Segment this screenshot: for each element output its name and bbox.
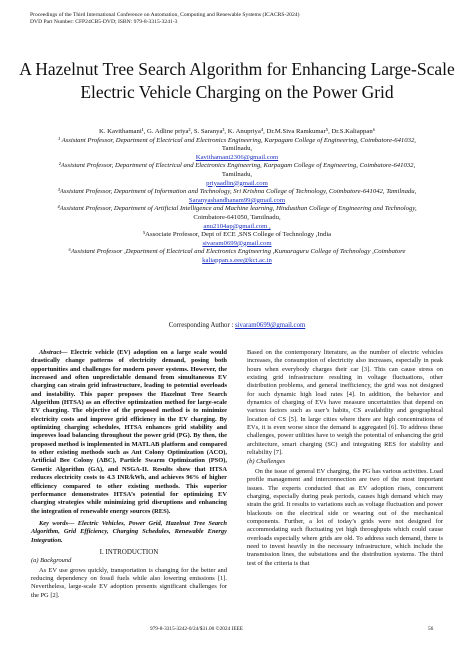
email-4-link[interactable]: anu2104ap@gmail.com , xyxy=(203,222,271,230)
subsection-heading-background: (a) Background xyxy=(31,557,72,565)
affiliation-2-state: Tamilnadu, xyxy=(221,170,253,178)
conference-header xyxy=(30,12,299,26)
affiliation-1: ¹ Assistant Professor, Department of Electrical and Electronics Engineering, Karpagam College of Engineering, Coimbatore-641032, xyxy=(58,136,416,144)
affiliation-1-state: Tamilnadu, xyxy=(221,145,253,153)
right-paragraph-1: Based on the contemporary literature, as the number of electric vehicles increases, the consumption of electricity also increases, especially in peak hours when everybody charges their car [3]. This can cause stress on existing grid infrastructure resulting in voltage fluctuations, other distribution problems, and general inefficiency, the grid was not designed for such dynamic high load rates [4]. In addition, the behavior and dynamics of charging of EVs have measure uncertainties that depend on various factors such as user’s habits, CS availability and geographical location of CS [5]. In large cities where there are high concentrations of EVs, it is even worse since the demand is aggregated [6]. To address these challenges, power utilities have to weigh the potential of enhancing the grid architecture, smart charging (SC) and integrating RES for stability and reliability [7]. xyxy=(247,349,443,457)
keywords: Key words— Electric Vehicles, Power Grid, Hazelnut Tree Search Algorithm, Grid Efficiency, Charging Schedules, Renewable Energy Integration. xyxy=(31,519,227,544)
section-heading-introduction: I. INTRODUCTION xyxy=(99,547,159,556)
email-1-link[interactable]: Kavithamani2306@gmail.com xyxy=(195,153,279,161)
email-5-link[interactable]: sivaram0699@gmail.com xyxy=(202,239,272,247)
email-6-link[interactable]: kaliappan.s.eee@kct.ac.in xyxy=(202,256,272,264)
right-column xyxy=(247,349,443,568)
footer-isbn: 979-8-3315-3242-0/24/$31.00 ©2024 IEEE xyxy=(150,626,244,632)
header-line-2: DVD Part Number: CFP24CB5-DVD; ISBN: 979-8-3315-3241-3 xyxy=(30,19,178,25)
corresponding-author xyxy=(0,322,474,329)
author-block xyxy=(28,128,446,266)
page-number: 56 xyxy=(428,626,434,632)
corresponding-label: Corresponding Author : xyxy=(168,322,236,329)
email-2-link[interactable]: priyaadlin@gmail.com xyxy=(206,179,268,187)
affiliation-4-city: Coimbatore-641050, Tamilnadu, xyxy=(193,213,281,221)
affiliation-6: ⁶Assistant Professor ,Department of Electrical and Electronics Engineering ,Kumaraguru College of Technology ,Coimbatore xyxy=(68,248,406,256)
affiliation-5: ⁵Associate Professor, Dept of ECE ,SNS College of Technology ,India xyxy=(142,231,332,239)
affiliation-3: ³Assistant Professor, Department of Information and Technology, Sri Krishna College of Technology, Coimbatore-641042, Tamilnadu, xyxy=(57,188,417,196)
corresponding-email-link[interactable]: sivaram0699@gmail.com xyxy=(235,322,306,329)
left-column xyxy=(31,349,227,600)
right-paragraph-2: On the issue of general EV charging, the PG has various activities. Load profile management and interconnection are two of the most important issues. The experts conducted that as EV adoption rises, concurrent charging, especially during peak periods, causes high demand which may strain the grid. It results to variations such as voltage fluctuation and power blackouts on the electrical side or wearing out of the mechanical components. Further, a lot of today’s grids were not designed for accommodating such fluctuating yet high throughputs which could cause overloads especially where grids are old. To address such demand, there is need to invest heavily in the necessary infrastructure, which include the transmission lines, the substations and the distribution systems. The third test of the criteria is that xyxy=(247,467,443,567)
abstract-text: Electric vehicle (EV) adoption on a large scale would drastically change patterns of electricity demand, posing both opportunities and challenges for modern power systems. However, the increased and often unpredictable demand from simultaneous EV charging can strain grid infrastructure, leading to potential overloads and instability. This paper proposes the Hazelnut Tree Search Algorithm (HTSA) as an effective optimization method for large-scale EV charging. The objective of the proposed method is to minimize electricity costs and improve grid efficiency in the EV charging. By optimizing charging schedules, HTSA enhances grid stability and improves load balancing throughout the power grid (PG). By then, the proposed method is implemented in MATLAB platform and compared to other existing methods such as Ant Colony Optimization (ACO), Artificial Bee Colony (ABC), Particle Swarm Optimization (PSO), Genetic Algorithm (GA), and NSGA-II. Results show that HTSA reduces electricity costs to 4.3 INR/kWh, and achieves 96% of higher efficiency compared to other existing methods. This superior performance demonstrates HTSA’s potential for optimizing EV charging strategies while minimizing grid disruptions and enhancing the integration of renewable energy sources (RES). xyxy=(31,349,227,515)
abstract-heading: Abstract— xyxy=(39,349,68,356)
intro-paragraph-1: As EV use grows quickly, transportation is changing for the better and reducing dependency on fossil fuels while also lowering emissions [1]. Nevertheless, large-scale EV adoption presents significant challenges for the PG [2]. xyxy=(31,566,227,599)
paper-title: A Hazelnut Tree Search Algorithm for Enhancing Large-Scale Electric Vehicle Charging on the Power Grid xyxy=(19,59,455,102)
header-line-1: Proceedings of the Third International Conference on Automation, Computing and Renewable Systems (ICACRS-2024) xyxy=(30,12,300,18)
author-names: K. Kavithamani¹, G. Adline priya², S. Saranya³, K. Anupriya⁴, Dr.M.Siva Ramkumar⁵, Dr.S.Kaliappan⁶ xyxy=(98,128,375,135)
email-3-link[interactable]: Saranyashandhanam99@gmail.com xyxy=(188,196,286,204)
abstract xyxy=(31,349,227,516)
affiliation-4: ⁴Assistant Professor, Department of Artificial Intelligence and Machine learning, Hindusthan College of Engineering and Technology, xyxy=(57,205,417,213)
affiliation-2: ²Assistant Professor, Department of Electrical and Electronics Engineering, Karpagam College of Engineering, Coimbatore-641032, xyxy=(58,162,416,170)
subsection-heading-challenges: (b) Challenges xyxy=(247,458,286,466)
